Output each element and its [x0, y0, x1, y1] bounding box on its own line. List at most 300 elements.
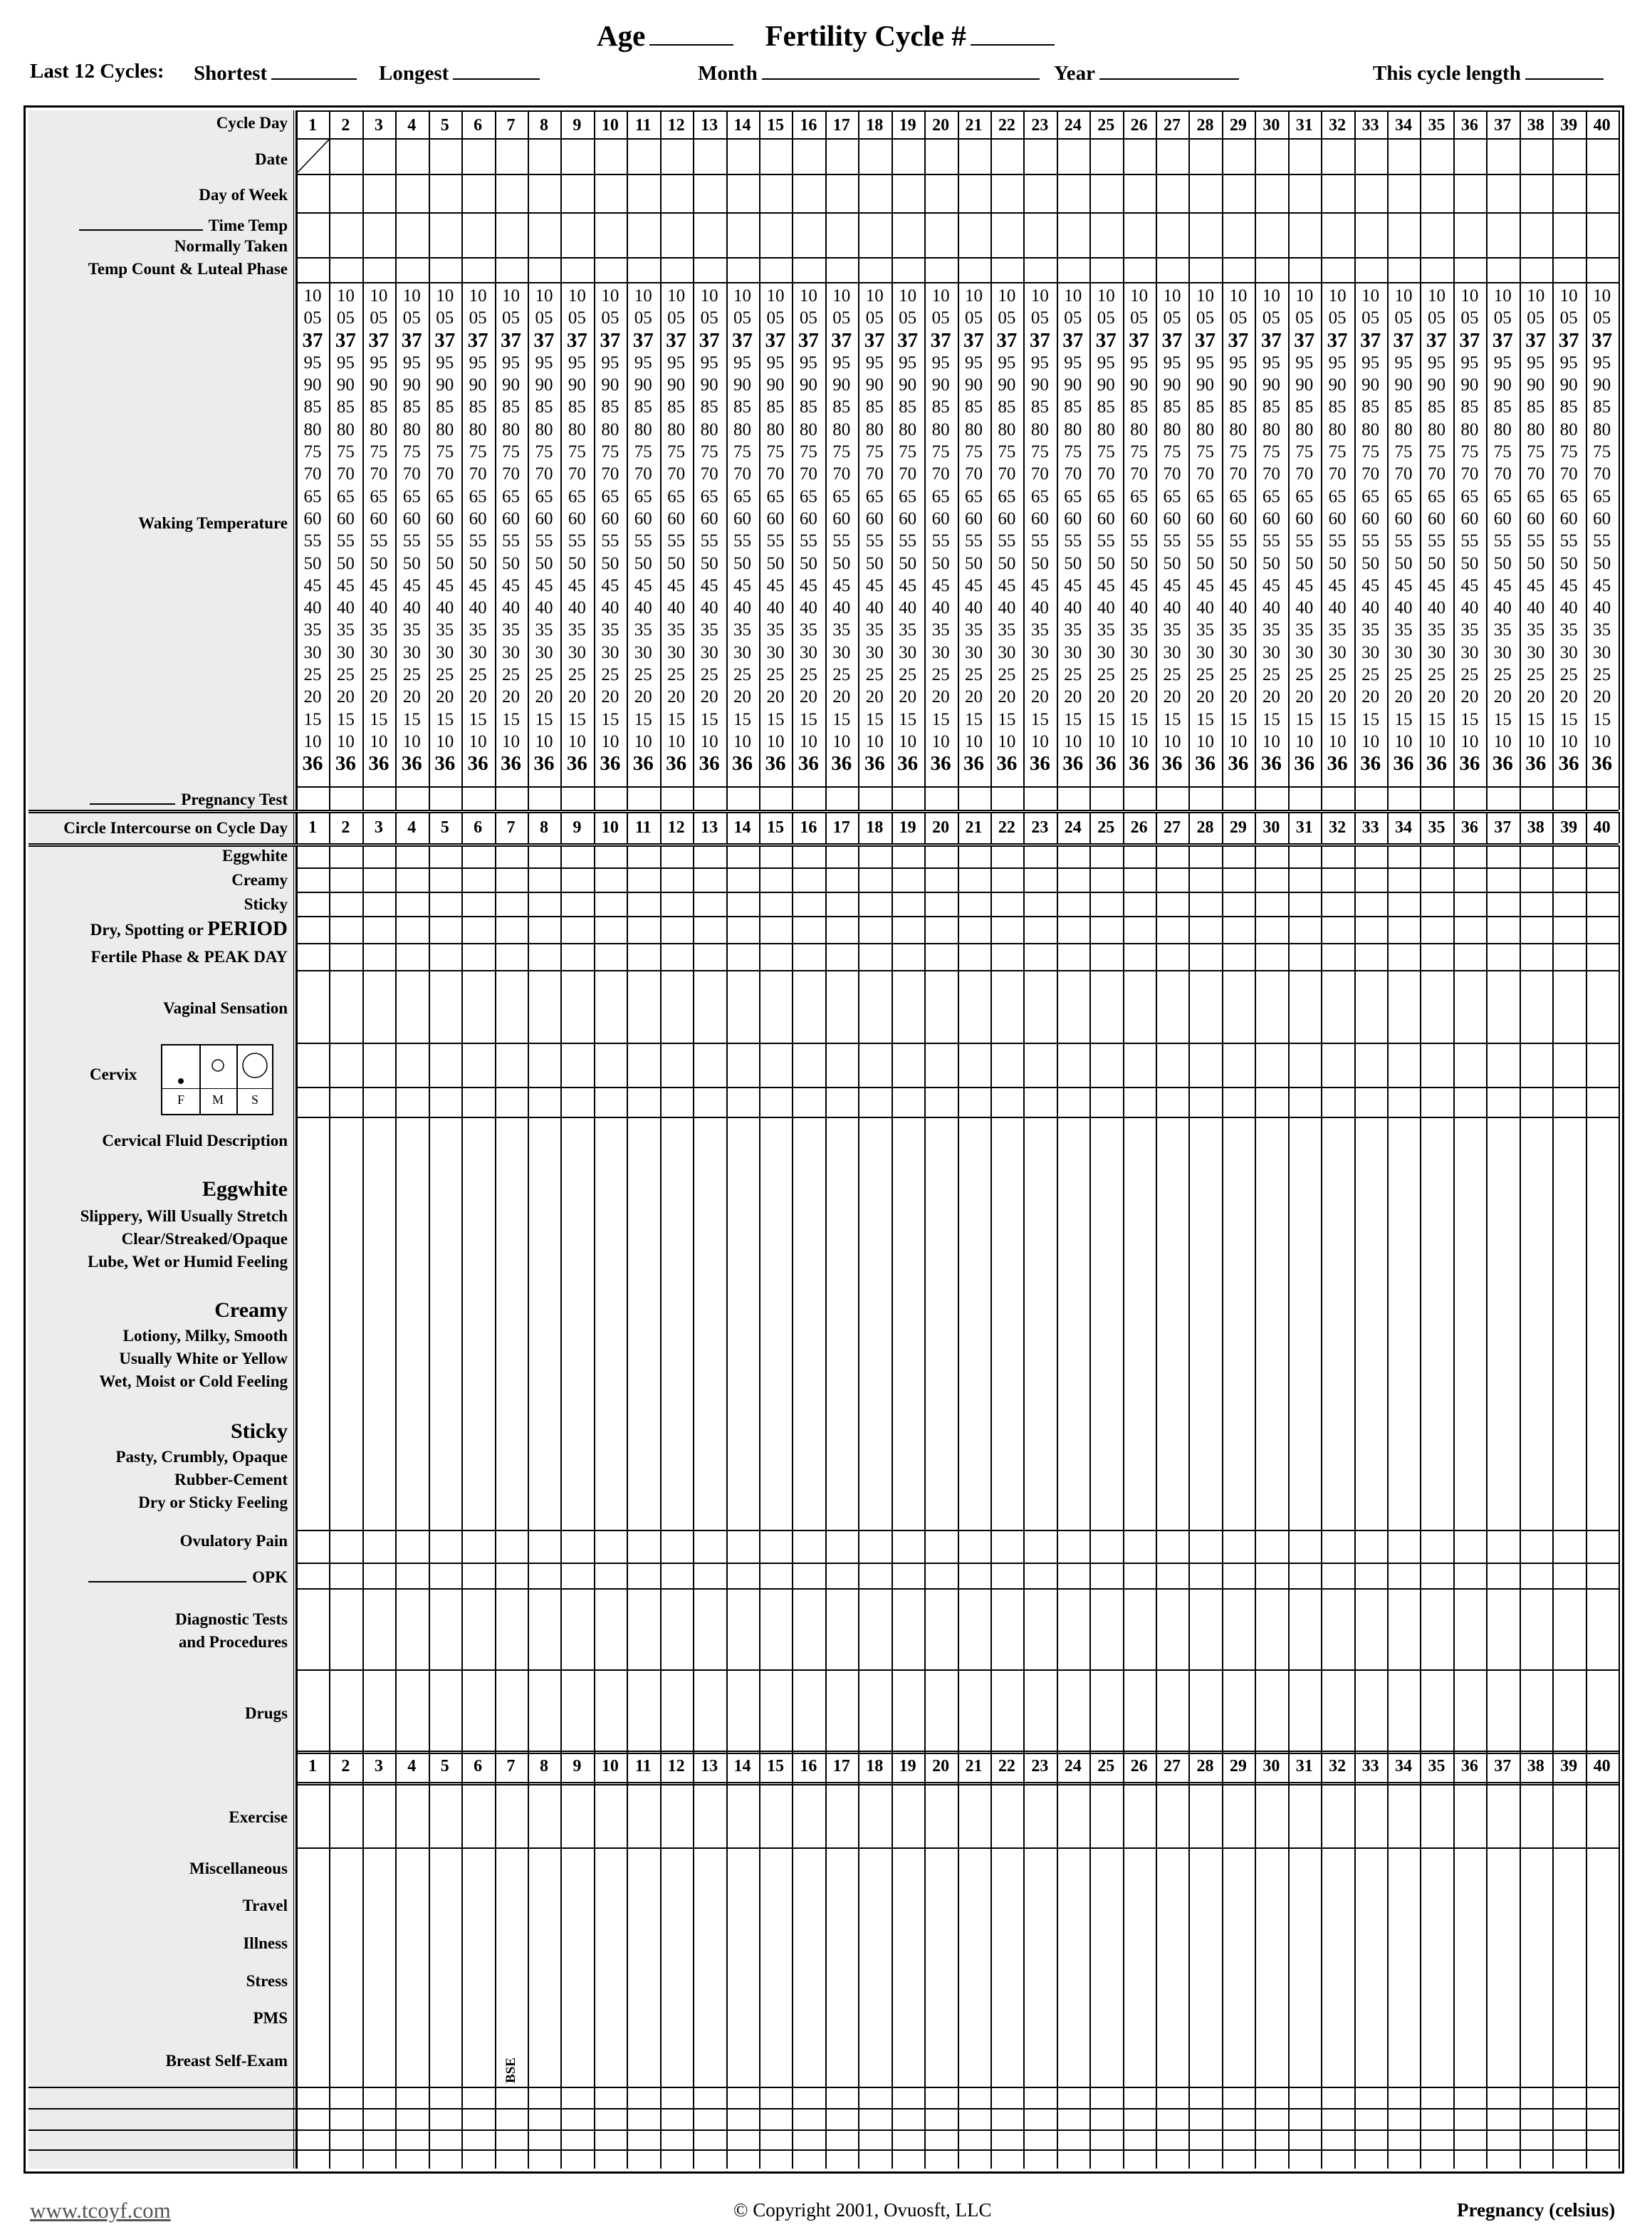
temperature-value: 10 [832, 286, 851, 306]
temperature-value: 15 [535, 709, 553, 729]
temperature-value: 20 [1262, 687, 1280, 707]
temperature-value: 25 [733, 665, 752, 685]
temperature-value: 95 [965, 353, 983, 372]
temperature-value: 30 [634, 642, 652, 662]
pregnancy-test-field[interactable] [90, 789, 175, 805]
temperature-value: 25 [1130, 665, 1149, 685]
temperature-value: 10 [799, 731, 817, 751]
label-exercise: Exercise [229, 1808, 288, 1826]
temperature-value: 45 [1196, 575, 1214, 595]
day-column-line [759, 845, 760, 2169]
temperature-value: 36 [533, 752, 555, 776]
label-time-temp-group [75, 215, 288, 234]
cycle-number-field[interactable] [971, 26, 1055, 46]
day-column-line [528, 845, 529, 2169]
temperature-value: 65 [1460, 486, 1479, 506]
temperature-value: 35 [402, 620, 421, 640]
temperature-value: 15 [1527, 709, 1545, 729]
temperature-value: 35 [1361, 620, 1380, 640]
temperature-value: 20 [1295, 687, 1314, 707]
temperature-column[interactable] [1156, 285, 1188, 776]
temperature-value: 15 [1394, 709, 1413, 729]
temperature-value: 37 [1129, 328, 1150, 352]
temperature-value: 80 [667, 419, 686, 439]
day-number: 13 [701, 1757, 718, 1775]
temperature-value: 10 [965, 286, 983, 306]
temperature-value: 85 [370, 397, 388, 417]
temperature-value: 80 [998, 419, 1016, 439]
temperature-value: 15 [1064, 709, 1082, 729]
day-column-line [627, 845, 628, 2169]
temperature-column[interactable] [1288, 285, 1321, 776]
temperature-value: 10 [667, 731, 686, 751]
temperature-value: 20 [799, 687, 817, 707]
temperature-value: 75 [601, 442, 620, 462]
temperature-value: 45 [899, 575, 917, 595]
temperature-value: 70 [370, 464, 388, 484]
temperature-value: 70 [436, 464, 454, 484]
temperature-value: 85 [1262, 397, 1280, 417]
temperature-value: 37 [302, 328, 323, 352]
day-number: 16 [800, 116, 817, 135]
day-number: 36 [1460, 1757, 1478, 1775]
day-number: 18 [866, 818, 884, 837]
temperature-value: 35 [1593, 620, 1611, 640]
day-column-line [1188, 845, 1190, 2169]
temperature-value: 65 [336, 486, 355, 506]
temperature-column[interactable] [1420, 285, 1453, 776]
temperature-value: 45 [303, 575, 322, 595]
temperature-value: 55 [1460, 531, 1479, 551]
temperature-value: 65 [766, 486, 785, 506]
temperature-value: 75 [965, 442, 983, 462]
temperature-value: 10 [1130, 731, 1149, 751]
temperature-value: 37 [831, 328, 852, 352]
temperature-value: 60 [1559, 509, 1578, 528]
temperature-value: 65 [535, 486, 553, 506]
opk-field[interactable] [88, 1567, 246, 1582]
temperature-value: 55 [766, 531, 785, 551]
temperature-value: 55 [1229, 531, 1248, 551]
temperature-value: 75 [1527, 442, 1545, 462]
temperature-value: 65 [1064, 486, 1082, 506]
temperature-value: 15 [370, 709, 388, 729]
day-number: 37 [1494, 116, 1512, 135]
temperature-value: 80 [1460, 419, 1479, 439]
temperature-column[interactable] [1089, 285, 1122, 776]
temperature-value: 75 [1559, 442, 1578, 462]
day-number: 31 [1295, 818, 1313, 837]
label-fertile-phase: Fertile Phase & PEAK DAY [90, 948, 288, 966]
temperature-value: 45 [1527, 575, 1545, 595]
temperature-column[interactable] [892, 285, 924, 776]
temperature-column[interactable] [1188, 285, 1221, 776]
temperature-value: 50 [535, 553, 553, 573]
day-number: 21 [965, 116, 983, 135]
grid-line [28, 810, 1619, 813]
longest-field[interactable] [453, 60, 540, 80]
temperature-value: 40 [402, 598, 421, 618]
temperature-value: 40 [1229, 598, 1248, 618]
temperature-value: 70 [667, 464, 686, 484]
day-number: 35 [1428, 818, 1446, 837]
temperature-value: 65 [1030, 486, 1049, 506]
day-number: 4 [407, 116, 417, 135]
temperature-value: 45 [1593, 575, 1611, 595]
temperature-value: 80 [634, 419, 652, 439]
temperature-value: 80 [1527, 419, 1545, 439]
month-field[interactable] [762, 60, 1040, 80]
temperature-value: 85 [1493, 397, 1512, 417]
temperature-value: 20 [1559, 687, 1578, 707]
temperature-value: 15 [865, 709, 884, 729]
temperature-value: 05 [700, 308, 718, 328]
temperature-value: 05 [865, 308, 884, 328]
longest-group [379, 60, 540, 85]
temperature-value: 65 [568, 486, 586, 506]
temperature-value: 65 [799, 486, 817, 506]
temperature-value: 75 [336, 442, 355, 462]
temperature-value: 35 [965, 620, 983, 640]
temperature-value: 65 [1196, 486, 1214, 506]
temperature-value: 60 [1030, 509, 1049, 528]
temperature-value: 55 [865, 531, 884, 551]
temperature-value: 85 [1030, 397, 1049, 417]
temperature-column[interactable] [1520, 285, 1552, 776]
temperature-value: 95 [303, 353, 322, 372]
temperature-value: 70 [1030, 464, 1049, 484]
temperature-value: 60 [303, 509, 322, 528]
cycle-length-field[interactable] [1525, 60, 1604, 80]
day-number: 17 [832, 116, 850, 135]
temperature-column[interactable] [395, 285, 428, 776]
temperature-value: 75 [1593, 442, 1611, 462]
temperature-value: 35 [1527, 620, 1545, 640]
temperature-value: 15 [1460, 709, 1479, 729]
temperature-value: 40 [1527, 598, 1545, 618]
temperature-value: 80 [865, 419, 884, 439]
temperature-column[interactable] [1123, 285, 1156, 776]
temperature-value: 55 [1130, 531, 1149, 551]
temperature-value: 05 [733, 308, 752, 328]
temperature-value: 60 [1097, 509, 1115, 528]
temperature-value: 35 [370, 620, 388, 640]
temperature-value: 60 [1064, 509, 1082, 528]
temperature-value: 90 [733, 375, 752, 395]
temperature-value: 10 [799, 286, 817, 306]
temperature-value: 10 [1328, 731, 1347, 751]
temperature-value: 30 [1328, 642, 1347, 662]
day-number: 36 [1460, 818, 1478, 837]
temperature-value: 30 [1460, 642, 1479, 662]
temperature-value: 25 [502, 665, 521, 685]
temperature-value: 65 [1427, 486, 1446, 506]
temperature-column[interactable] [1354, 285, 1387, 776]
temperature-column[interactable] [858, 285, 891, 776]
day-number: 22 [998, 818, 1015, 837]
label-creamy-3: Wet, Moist or Cold Feeling [99, 1372, 288, 1390]
temperature-value: 70 [1196, 464, 1214, 484]
temperature-value: 90 [1328, 375, 1347, 395]
day-number: 12 [667, 116, 685, 135]
temperature-value: 36 [1161, 752, 1183, 776]
temperature-value: 75 [402, 442, 421, 462]
temperature-value: 90 [303, 375, 322, 395]
temperature-value: 10 [1097, 731, 1115, 751]
age-field[interactable] [649, 26, 733, 46]
temperature-value: 20 [502, 687, 521, 707]
temperature-value: 10 [1030, 731, 1049, 751]
temperature-value: 50 [998, 553, 1016, 573]
temperature-column[interactable] [958, 285, 990, 776]
temperature-value: 50 [1262, 553, 1280, 573]
temperature-value: 90 [436, 375, 454, 395]
temperature-column[interactable] [1023, 285, 1056, 776]
temperature-value: 30 [931, 642, 950, 662]
label-diagnostic-2: and Procedures [178, 1633, 288, 1651]
temperature-value: 36 [434, 752, 456, 776]
temperature-column[interactable] [660, 285, 693, 776]
temperature-value: 80 [502, 419, 521, 439]
day-column-line [1321, 845, 1322, 2169]
temperature-value: 95 [634, 353, 652, 372]
temperature-column[interactable] [362, 285, 395, 776]
day-number: 22 [998, 1757, 1015, 1775]
temperature-column[interactable] [1222, 285, 1255, 776]
temperature-column[interactable] [594, 285, 627, 776]
temperature-value: 36 [302, 752, 323, 776]
temperature-value: 10 [1559, 286, 1578, 306]
temperature-value: 50 [1163, 553, 1181, 573]
temperature-value: 40 [1163, 598, 1181, 618]
temperature-value: 10 [1295, 286, 1314, 306]
temperature-value: 15 [601, 709, 620, 729]
temperature-value: 90 [1493, 375, 1512, 395]
day-number: 7 [506, 116, 516, 135]
temperature-value: 37 [1492, 328, 1513, 352]
temperature-value: 25 [965, 665, 983, 685]
temperature-value: 15 [303, 709, 322, 729]
day-number: 26 [1130, 1757, 1148, 1775]
temperature-column[interactable] [560, 285, 593, 776]
temperature-value: 15 [1130, 709, 1149, 729]
temperature-column[interactable] [1486, 285, 1519, 776]
temperature-value: 70 [1328, 464, 1347, 484]
temperature-value: 35 [931, 620, 950, 640]
temperature-column[interactable] [1586, 285, 1619, 776]
temperature-value: 90 [667, 375, 686, 395]
temperature-value: 05 [1361, 308, 1380, 328]
temperature-column[interactable] [461, 285, 494, 776]
temperature-value: 25 [601, 665, 620, 685]
temperature-value: 35 [667, 620, 686, 640]
temperature-value: 10 [303, 286, 322, 306]
temperature-value: 37 [897, 328, 919, 352]
temperature-value: 65 [1262, 486, 1280, 506]
shortest-field[interactable] [271, 60, 357, 80]
temperature-column[interactable] [1255, 285, 1287, 776]
temperature-column[interactable] [825, 285, 858, 776]
time-temp-field[interactable] [79, 215, 203, 231]
temperature-value: 25 [568, 665, 586, 685]
temperature-value: 55 [535, 531, 553, 551]
temperature-value: 50 [1559, 553, 1578, 573]
temperature-value: 37 [1194, 328, 1216, 352]
temperature-value: 60 [1460, 509, 1479, 528]
day-number: 24 [1064, 1757, 1082, 1775]
temperature-value: 75 [303, 442, 322, 462]
temperature-value: 90 [1427, 375, 1446, 395]
temperature-value: 37 [533, 328, 555, 352]
label-normally-taken: Normally Taken [174, 237, 288, 255]
temperature-value: 35 [1394, 620, 1413, 640]
temperature-value: 37 [1228, 328, 1249, 352]
temperature-value: 36 [732, 752, 753, 776]
temperature-value: 90 [965, 375, 983, 395]
temperature-value: 75 [436, 442, 454, 462]
temperature-value: 37 [699, 328, 720, 352]
temperature-value: 30 [1493, 642, 1512, 662]
temperature-column[interactable] [1321, 285, 1354, 776]
temperature-column[interactable] [693, 285, 726, 776]
temperature-value: 95 [832, 353, 851, 372]
label-opk-group [84, 1567, 288, 1585]
temperature-value: 70 [535, 464, 553, 484]
temperature-value: 70 [502, 464, 521, 484]
temperature-column[interactable] [429, 285, 461, 776]
day-column-line [1057, 845, 1058, 2169]
temperature-value: 40 [766, 598, 785, 618]
temperature-value: 85 [832, 397, 851, 417]
temperature-value: 36 [467, 752, 488, 776]
temperature-value: 45 [502, 575, 521, 595]
temperature-column[interactable] [1552, 285, 1585, 776]
temperature-column[interactable] [1453, 285, 1486, 776]
label-time-temp: Time Temp [208, 217, 288, 234]
day-number: 37 [1494, 1757, 1512, 1775]
temperature-value: 95 [998, 353, 1016, 372]
temperature-value: 35 [1064, 620, 1082, 640]
temperature-value: 75 [766, 442, 785, 462]
temperature-value: 10 [1559, 731, 1578, 751]
temperature-column[interactable] [627, 285, 659, 776]
temperature-value: 05 [1328, 308, 1347, 328]
temperature-value: 40 [733, 598, 752, 618]
temperature-value: 15 [1361, 709, 1380, 729]
temperature-value: 45 [1295, 575, 1314, 595]
day-column-line [429, 845, 430, 2169]
website-link[interactable]: www.tcoyf.com [30, 2198, 171, 2223]
temperature-value: 80 [1262, 419, 1280, 439]
temperature-value: 70 [931, 464, 950, 484]
temperature-value: 40 [832, 598, 851, 618]
temperature-value: 20 [1460, 687, 1479, 707]
year-field[interactable] [1099, 60, 1239, 80]
temperature-value: 05 [1527, 308, 1545, 328]
temperature-value: 40 [965, 598, 983, 618]
temperature-value: 70 [402, 464, 421, 484]
temperature-value: 30 [370, 642, 388, 662]
label-circle-intercourse: Circle Intercourse on Cycle Day [63, 819, 288, 837]
temperature-value: 45 [1460, 575, 1479, 595]
day-number: 34 [1395, 1757, 1413, 1775]
temperature-value: 85 [1593, 397, 1611, 417]
temperature-column[interactable] [296, 285, 329, 776]
temperature-value: 25 [1493, 665, 1512, 685]
cervix-soft-circle-icon [243, 1053, 267, 1078]
temperature-value: 75 [1361, 442, 1380, 462]
temperature-column[interactable] [329, 285, 362, 776]
temperature-column[interactable] [792, 285, 825, 776]
temperature-value: 10 [1527, 731, 1545, 751]
temperature-value: 90 [1295, 375, 1314, 395]
day-column-line [1420, 845, 1421, 2169]
temperature-value: 55 [502, 531, 521, 551]
temperature-value: 36 [765, 752, 786, 776]
temperature-value: 80 [601, 419, 620, 439]
temperature-column[interactable] [495, 285, 528, 776]
temperature-value: 90 [899, 375, 917, 395]
temperature-value: 10 [832, 731, 851, 751]
temperature-value: 80 [568, 419, 586, 439]
label-vaginal-sensation: Vaginal Sensation [163, 999, 288, 1017]
temperature-column[interactable] [759, 285, 792, 776]
temperature-value: 25 [667, 665, 686, 685]
temperature-column[interactable] [1057, 285, 1089, 776]
day-number: 40 [1593, 818, 1611, 837]
temperature-value: 85 [965, 397, 983, 417]
temperature-value: 85 [1229, 397, 1248, 417]
temperature-value: 45 [700, 575, 718, 595]
temperature-value: 75 [1064, 442, 1082, 462]
temperature-value: 55 [568, 531, 586, 551]
temperature-value: 75 [832, 442, 851, 462]
temperature-value: 36 [1426, 752, 1447, 776]
temperature-value: 85 [1361, 397, 1380, 417]
temperature-value: 65 [1559, 486, 1578, 506]
day-number: 14 [733, 1757, 751, 1775]
temperature-value: 36 [1459, 752, 1480, 776]
cervix-label-m: M [211, 1092, 224, 1107]
temperature-value: 10 [469, 286, 487, 306]
temperature-column[interactable] [990, 285, 1023, 776]
temperature-column[interactable] [924, 285, 957, 776]
temperature-value: 65 [832, 486, 851, 506]
day-number: 18 [866, 116, 884, 135]
temperature-value: 95 [667, 353, 686, 372]
temperature-value: 80 [766, 419, 785, 439]
temperature-value: 95 [502, 353, 521, 372]
temperature-value: 05 [1493, 308, 1512, 328]
temperature-column[interactable] [1387, 285, 1420, 776]
temperature-column[interactable] [726, 285, 759, 776]
temperature-value: 40 [370, 598, 388, 618]
temperature-value: 30 [1229, 642, 1248, 662]
temperature-value: 10 [370, 286, 388, 306]
temperature-value: 25 [1593, 665, 1611, 685]
temperature-value: 25 [1394, 665, 1413, 685]
temperature-value: 55 [899, 531, 917, 551]
temperature-value: 80 [799, 419, 817, 439]
temperature-value: 45 [931, 575, 950, 595]
day-number: 29 [1229, 818, 1247, 837]
temperature-value: 75 [370, 442, 388, 462]
temperature-column[interactable] [528, 285, 560, 776]
temperature-value: 95 [1460, 353, 1479, 372]
temperature-value: 85 [601, 397, 620, 417]
temperature-value: 70 [1130, 464, 1149, 484]
temperature-value: 40 [1394, 598, 1413, 618]
